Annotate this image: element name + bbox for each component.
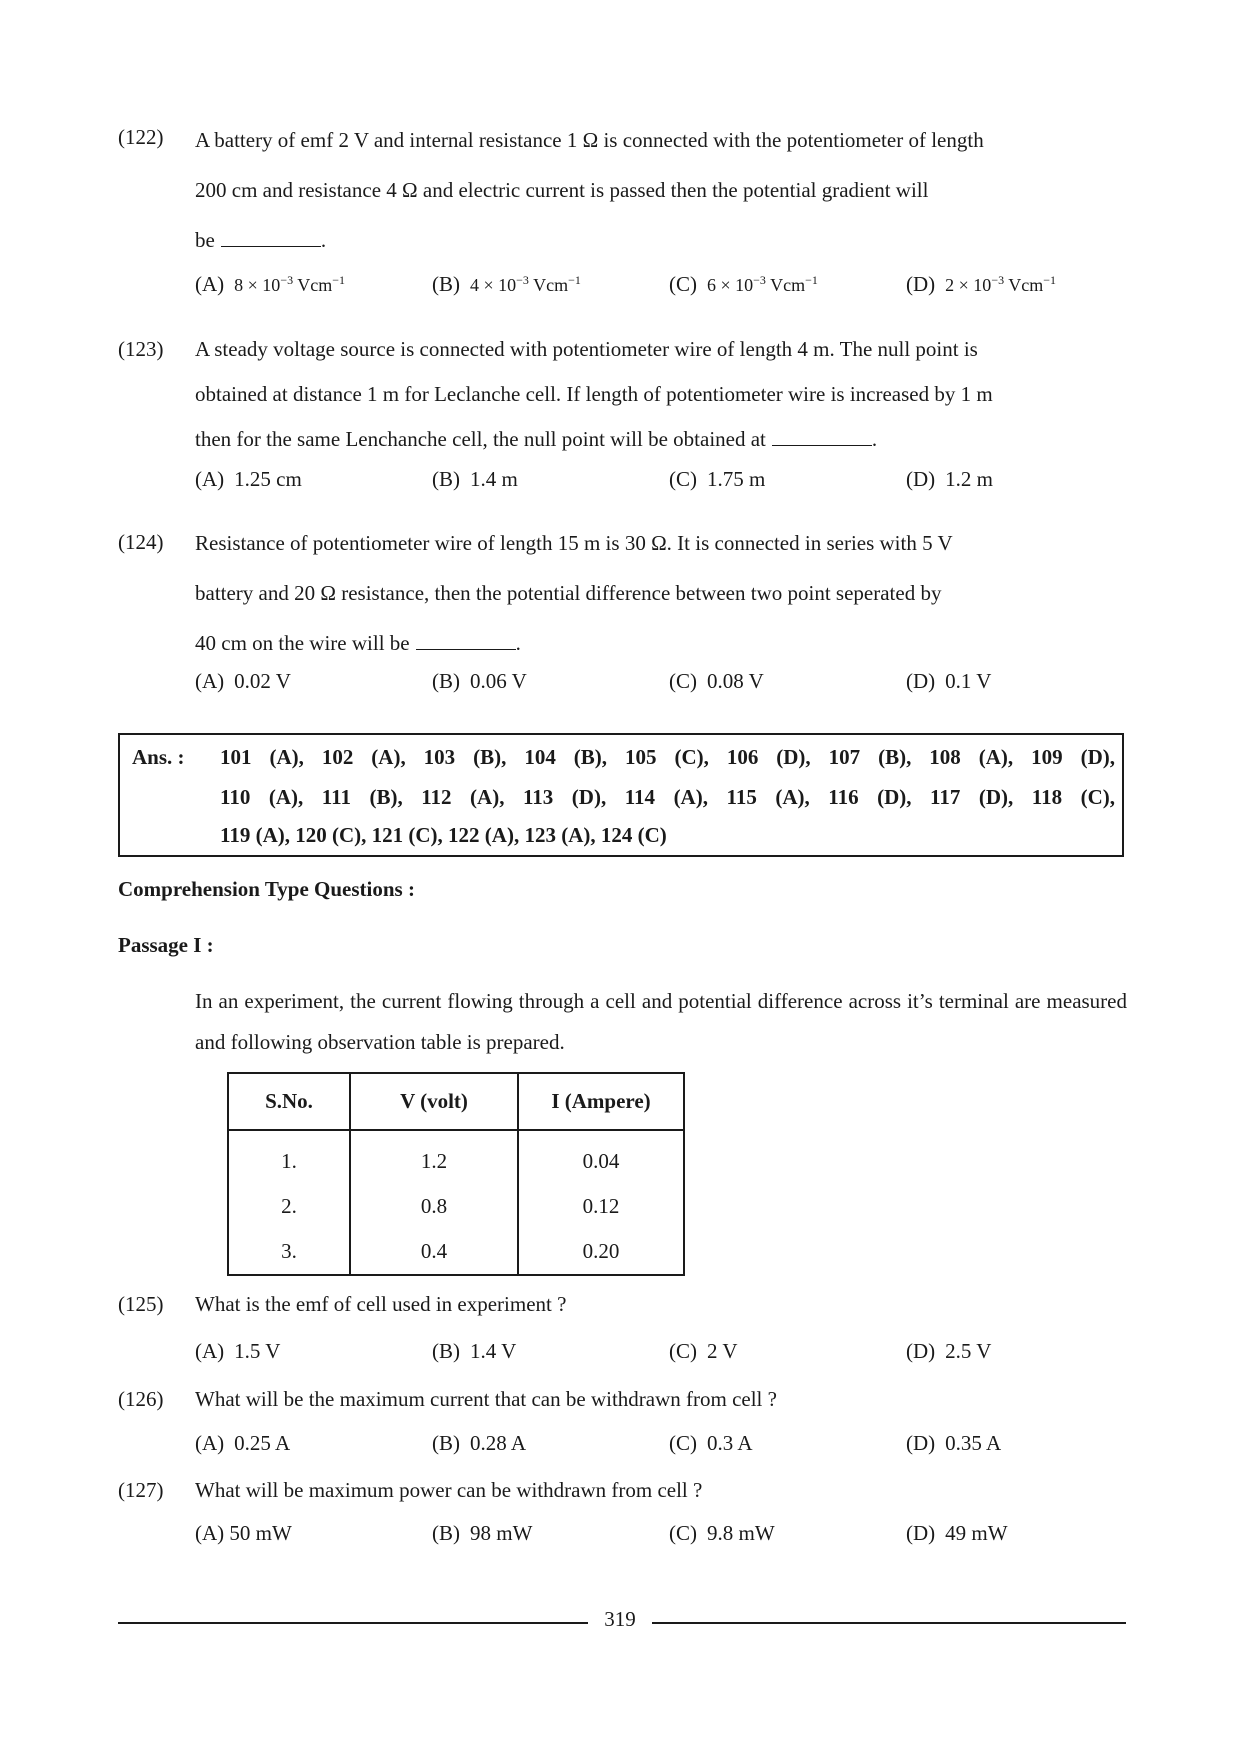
footer-rule-left xyxy=(118,1622,588,1624)
table-row: 1. 1.2 0.04 xyxy=(228,1130,684,1183)
options-122 xyxy=(195,272,1145,302)
option-d: (D) 0.35 A xyxy=(906,1431,1002,1455)
question-127 xyxy=(118,1478,1128,1503)
column-header: I (Ampere) xyxy=(518,1073,684,1130)
question-124 xyxy=(118,518,1128,668)
question-123 xyxy=(118,327,1128,462)
question-text: What is the emf of cell used in experiment ? xyxy=(195,1292,567,1316)
option-a: (A) 1.25 cm xyxy=(195,467,302,491)
answer-key-line: 119 (A), 120 (C), 121 (C), 122 (A), 123 (A), 124 (C) xyxy=(220,823,667,847)
option-a: (A) $8 \times 10^{-3}$ Vcm$^{-1}$ xyxy=(195,272,346,296)
question-text: Resistance of potentiometer wire of length 15 m is 30 Ω. It is connected in series with 5 V battery and 20 Ω resistance, then the potential difference between two point seperated by 40 cm on the wire will be . xyxy=(195,531,953,655)
question-text: What will be maximum power can be withdrawn from cell ? xyxy=(195,1478,703,1502)
table-header-row xyxy=(228,1073,684,1130)
option-a: (A) 0.25 A xyxy=(195,1431,291,1455)
option-c: (C) 0.08 V xyxy=(669,669,764,693)
option-b: (B) 1.4 m xyxy=(432,467,518,491)
option-d: (D) 0.1 V xyxy=(906,669,992,693)
column-header: S.No. xyxy=(228,1073,350,1130)
options-126 xyxy=(195,1431,1145,1461)
option-b: (B) 0.28 A xyxy=(432,1431,527,1455)
observation-table xyxy=(227,1072,685,1276)
answer-blank xyxy=(416,635,516,650)
option-a: (A) 0.02 V xyxy=(195,669,291,693)
option-d: (D) 2.5 V xyxy=(906,1339,992,1363)
option-b: (B) 98 mW xyxy=(432,1521,533,1545)
question-number: (124) xyxy=(118,530,164,554)
question-126 xyxy=(118,1387,1128,1412)
page-number: 319 xyxy=(604,1607,636,1631)
option-c: (C) 0.3 A xyxy=(669,1431,753,1455)
question-number: (123) xyxy=(118,337,164,361)
question-number: (125) xyxy=(118,1292,164,1316)
footer-rule-right xyxy=(652,1622,1126,1624)
answer-blank xyxy=(772,431,872,446)
option-c: (C) 9.8 mW xyxy=(669,1521,775,1545)
options-123 xyxy=(195,467,1145,497)
options-125 xyxy=(195,1339,1145,1369)
option-b: (B) 0.06 V xyxy=(432,669,527,693)
answer-key-line: 110 (A), 111 (B), 112 (A), 113 (D), 114 (A), 115 (A), 116 (D), 117 (D), 118 (C), xyxy=(220,785,1115,809)
options-124 xyxy=(195,669,1145,699)
option-d: (D) 1.2 m xyxy=(906,467,993,491)
table-row: 2. 0.8 0.12 xyxy=(228,1184,684,1229)
question-text: A battery of emf 2 V and internal resistance 1 Ω is connected with the potentiometer of length 200 cm and resistance 4 Ω and electric current is passed then the potential gradient will be . xyxy=(195,128,984,252)
option-b: (B) $4 \times 10^{-3}$ Vcm$^{-1}$ xyxy=(432,272,581,296)
options-127 xyxy=(195,1521,1145,1551)
question-125 xyxy=(118,1292,1128,1317)
question-number: (127) xyxy=(118,1478,164,1502)
column-header: V (volt) xyxy=(350,1073,518,1130)
option-a: (A) 50 mW xyxy=(195,1521,292,1545)
question-text: What will be the maximum current that can be withdrawn from cell ? xyxy=(195,1387,777,1411)
question-text: A steady voltage source is connected with potentiometer wire of length 4 m. The null point is obtained at distance 1 m for Leclanche cell. If length of potentiometer wire is increased by 1 m then for the same Lenchanche cell, the null point will be obtained at . xyxy=(195,337,993,451)
question-number: (122) xyxy=(118,125,164,149)
answer-key-box xyxy=(118,733,1124,857)
question-122 xyxy=(118,115,1128,265)
answer-key-label: Ans. : xyxy=(132,745,185,769)
section-heading: Comprehension Type Questions : xyxy=(118,877,415,901)
passage-title: Passage I : xyxy=(118,933,214,957)
option-a: (A) 1.5 V xyxy=(195,1339,281,1363)
option-c: (C) 1.75 m xyxy=(669,467,766,491)
option-d: (D) $2 \times 10^{-3}$ Vcm$^{-1}$ xyxy=(906,272,1057,296)
table-row: 3. 0.4 0.20 xyxy=(228,1229,684,1275)
option-d: (D) 49 mW xyxy=(906,1521,1008,1545)
answer-key-line: 101 (A), 102 (A), 103 (B), 104 (B), 105 (C), 106 (D), 107 (B), 108 (A), 109 (D), xyxy=(220,745,1115,769)
option-c: (C) 2 V xyxy=(669,1339,738,1363)
question-number: (126) xyxy=(118,1387,164,1411)
option-b: (B) 1.4 V xyxy=(432,1339,517,1363)
answer-blank xyxy=(221,232,321,247)
passage-text: In an experiment, the current flowing through a cell and potential difference across it’s terminal are measured and following observation table is prepared. xyxy=(195,989,1127,1054)
option-c: (C) $6 \times 10^{-3}$ Vcm$^{-1}$ xyxy=(669,272,818,296)
